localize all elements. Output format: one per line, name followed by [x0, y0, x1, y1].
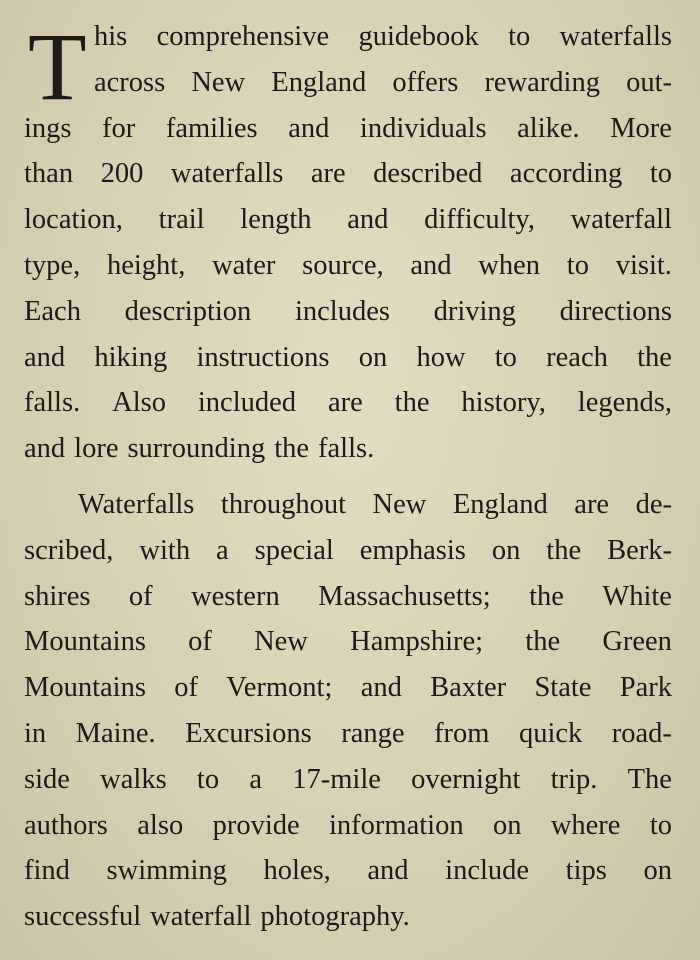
word: a — [249, 763, 262, 795]
word: and — [410, 249, 452, 281]
word: includes — [294, 295, 390, 327]
word: to — [649, 809, 672, 841]
text-line — [24, 803, 672, 849]
word: information — [329, 809, 464, 841]
word: how — [416, 341, 466, 373]
word: description — [124, 295, 252, 327]
word: to — [508, 21, 531, 52]
word: Baxter — [430, 672, 507, 704]
word: where — [550, 809, 621, 841]
word: Maine. — [75, 717, 156, 749]
word: range — [341, 717, 405, 749]
word: Mountains — [24, 672, 146, 704]
word: trip. — [550, 763, 598, 795]
word: of — [174, 672, 198, 704]
word: location, — [24, 204, 123, 236]
word: from — [434, 717, 490, 749]
text-line — [24, 894, 672, 940]
word: for — [102, 112, 136, 144]
text-line — [24, 151, 672, 197]
word: on — [643, 855, 672, 887]
word: the — [529, 580, 564, 612]
word: shires — [24, 580, 91, 612]
word: length — [240, 204, 312, 236]
word: directions — [559, 295, 672, 327]
word: the — [546, 534, 582, 566]
word: throughout — [220, 488, 346, 520]
word: and — [24, 433, 66, 465]
word: and — [347, 204, 389, 236]
word: and — [367, 855, 409, 887]
word: Park — [619, 672, 672, 704]
word: lore — [74, 433, 119, 465]
word: than — [24, 158, 74, 190]
word: according — [509, 158, 623, 190]
text-line — [24, 106, 672, 152]
word: New — [372, 488, 427, 520]
word: falls. — [318, 433, 375, 465]
word: White — [602, 580, 672, 612]
word: visit. — [615, 249, 672, 281]
word: also — [137, 809, 184, 841]
word: rewarding — [484, 66, 600, 98]
word: side — [24, 763, 70, 795]
text-line — [24, 14, 672, 60]
word: find — [24, 855, 70, 887]
word: Each — [24, 295, 81, 327]
word: are — [310, 158, 346, 190]
drop-cap: T — [28, 13, 87, 120]
word: surrounding — [127, 433, 266, 465]
text-line — [24, 60, 672, 106]
word: New — [254, 626, 308, 658]
word: type, — [24, 249, 81, 281]
word: holes, — [263, 855, 331, 887]
word: his — [94, 21, 128, 52]
word: include — [445, 855, 530, 887]
word: of — [128, 580, 153, 612]
word: Excursions — [185, 717, 312, 749]
text-line — [24, 197, 672, 243]
word: overnight — [411, 763, 521, 795]
text-line — [24, 243, 672, 289]
word: history, — [461, 387, 546, 419]
word: and — [360, 672, 402, 704]
word: and — [288, 112, 330, 144]
word: water — [212, 249, 276, 281]
word: included — [197, 387, 297, 419]
word: successful — [24, 901, 142, 933]
word: quick — [518, 717, 583, 749]
word: source, — [302, 249, 384, 281]
text-line — [24, 380, 672, 426]
word: guidebook — [358, 21, 479, 52]
word: Berk- — [607, 534, 672, 566]
word: when — [478, 249, 541, 281]
word: western — [191, 580, 280, 612]
word: New — [191, 66, 246, 98]
word: to — [196, 763, 220, 795]
word: in — [24, 717, 47, 749]
word: provide — [212, 809, 300, 841]
word: reach — [546, 341, 608, 373]
word: on — [492, 809, 522, 841]
word: Vermont; — [226, 672, 333, 704]
word: on — [491, 534, 521, 566]
word: Mountains — [24, 626, 146, 658]
word: to — [494, 341, 517, 373]
word: legends, — [577, 387, 672, 419]
text-line — [24, 289, 672, 335]
word: driving — [433, 295, 516, 327]
word: are — [574, 488, 610, 520]
word: the — [274, 433, 310, 465]
word: waterfalls — [559, 21, 672, 52]
word: of — [188, 626, 212, 658]
word: difficulty, — [424, 204, 535, 236]
word: to — [649, 158, 672, 190]
word: trail — [158, 204, 205, 236]
word: the — [525, 626, 561, 658]
word: families — [165, 112, 258, 144]
word: Massachusetts; — [318, 580, 491, 612]
word: road- — [611, 717, 672, 749]
word: Waterfalls — [78, 488, 195, 520]
word: de- — [635, 488, 672, 520]
word: authors — [24, 809, 108, 841]
word: hiking — [94, 341, 168, 373]
word: State — [534, 672, 592, 704]
word: and — [24, 341, 66, 373]
text-line — [24, 757, 672, 803]
word: England — [271, 66, 367, 98]
word: across — [94, 66, 166, 98]
word: waterfalls — [170, 158, 284, 190]
word: comprehensive — [156, 21, 330, 52]
word: waterfall — [570, 204, 672, 236]
text-line — [24, 665, 672, 711]
text-line — [24, 711, 672, 757]
paragraph-2 — [24, 482, 672, 940]
paragraph-1 — [24, 14, 672, 472]
word: falls. — [24, 387, 81, 419]
word: alike. — [517, 112, 580, 144]
word: emphasis — [359, 534, 466, 566]
word: More — [610, 112, 672, 144]
word: 17-mile — [292, 763, 381, 795]
word: walks — [100, 763, 167, 795]
word: individuals — [359, 112, 487, 144]
word: 200 — [100, 158, 144, 190]
word: Hampshire; — [350, 626, 484, 658]
text-line — [24, 848, 672, 894]
word: ings — [24, 112, 72, 144]
word: swimming — [106, 855, 227, 887]
description-text — [24, 14, 672, 940]
word: the — [637, 341, 672, 373]
text-line — [24, 619, 672, 665]
word: the — [394, 387, 430, 419]
word: scribed, — [24, 534, 114, 566]
text-line — [24, 426, 672, 472]
word: out- — [626, 66, 672, 98]
word: are — [327, 387, 363, 419]
word: Also — [112, 387, 166, 419]
word: Green — [602, 626, 672, 658]
word: a — [216, 534, 229, 566]
word: to — [566, 249, 589, 281]
word: instructions — [196, 341, 330, 373]
word: height, — [106, 249, 186, 281]
word: photography. — [260, 901, 410, 933]
word: with — [139, 534, 191, 566]
text-line — [24, 482, 672, 528]
word: waterfall — [150, 901, 252, 933]
text-line — [24, 335, 672, 381]
word: offers — [392, 66, 459, 98]
word: tips — [565, 855, 607, 887]
text-line — [24, 574, 672, 620]
word: The — [627, 763, 672, 795]
text-line — [24, 528, 672, 574]
word: on — [358, 341, 388, 373]
word: England — [452, 488, 548, 520]
word: described — [373, 158, 483, 190]
word: special — [254, 534, 334, 566]
